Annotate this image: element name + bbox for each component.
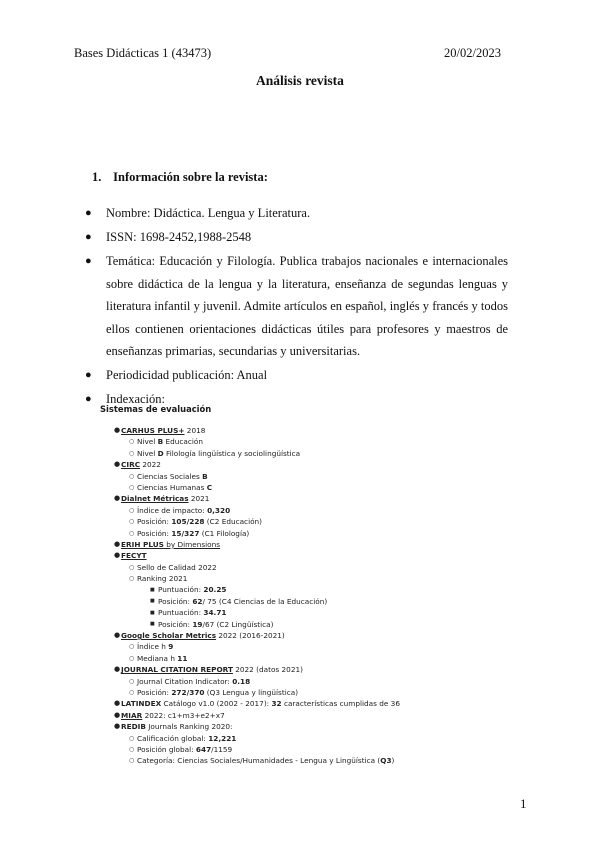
bullet-icon: ● <box>85 207 92 219</box>
index-link[interactable]: Google Scholar Metrics <box>121 631 217 641</box>
section-heading <box>92 170 268 185</box>
square-icon: ■ <box>150 609 155 616</box>
index-subentry: ○ Calificación global: 12,221 <box>129 733 237 743</box>
circle-icon: ○ <box>129 575 135 583</box>
info-issn: ISSN: 1698-2452,1988-2548 <box>106 230 252 244</box>
bullet-icon: ● <box>114 631 121 640</box>
list-item <box>82 364 508 387</box>
list-item <box>82 250 508 363</box>
bullet-icon: ● <box>114 460 121 469</box>
index-subentry: ○ Posición global: 647/1159 <box>129 744 233 754</box>
journal-info-list <box>82 202 508 412</box>
bullet-icon: ● <box>114 710 121 719</box>
index-link[interactable]: CARHUS PLUS+ <box>121 426 185 435</box>
circle-icon: ○ <box>129 472 135 480</box>
index-subentry: ○ Nivel B Educación <box>129 437 204 447</box>
index-subentry: ○ Nivel D Filología lingüística y sociolingüística <box>129 448 301 458</box>
index-entry: ● Dialnet Métricas 2021 <box>114 494 210 504</box>
bullet-icon: ● <box>114 539 121 548</box>
bullet-icon: ● <box>114 494 121 503</box>
index-subentry: ○ Índice de impacto: 0,320 <box>129 505 231 515</box>
index-subentry: ○ Categoría: Ciencias Sociales/Humanidades - Lengua y Lingüística (Q3) <box>129 756 395 766</box>
index-entry <box>100 550 520 561</box>
index-entry: ● CIRC 2022 <box>114 460 161 470</box>
index-link[interactable]: ERIH PLUS <box>121 539 164 549</box>
circle-icon: ○ <box>129 449 135 457</box>
circle-icon: ○ <box>129 529 135 537</box>
index-entry: ● Google Scholar Metrics 2022 (2016-2021) <box>114 631 285 641</box>
index-subentry: ○ Ranking 2021 <box>129 574 188 584</box>
circle-icon: ○ <box>129 654 135 662</box>
list-item <box>82 226 508 249</box>
index-subentry: ○ Posición: 272/370 (Q3 Lengua y lingüística) <box>129 687 299 697</box>
index-subsubentry: ■ Posición: 62/ 75 (C4 Ciencias de la Educación) <box>150 596 328 606</box>
circle-icon: ○ <box>129 757 135 765</box>
index-link[interactable]: MIAR <box>121 710 143 720</box>
circle-icon: ○ <box>129 745 135 753</box>
square-icon: ■ <box>150 621 155 628</box>
bullet-icon: ● <box>114 426 121 434</box>
indexing-panel <box>100 404 520 767</box>
square-icon: ■ <box>150 586 155 593</box>
index-entry: ● CARHUS PLUS+ 2018 <box>114 426 206 435</box>
info-periodicidad: Periodicidad publicación: Anual <box>106 368 268 382</box>
index-subsubentry: ■ Puntuación: 34.71 <box>150 608 227 618</box>
square-icon: ■ <box>150 598 155 605</box>
indexing-title: Sistemas de evaluación <box>100 404 212 414</box>
bullet-icon: ● <box>85 255 92 267</box>
section-title: Información sobre la revista: <box>113 170 268 184</box>
page-number: 1 <box>520 796 527 811</box>
bullet-icon: ● <box>85 231 92 243</box>
bullet-icon: ● <box>85 369 92 381</box>
index-subentry: ○ Posición: 105/228 (C2 Educación) <box>129 517 263 527</box>
bullet-icon: ● <box>114 665 121 674</box>
info-indexacion: Indexación: <box>106 392 166 406</box>
circle-icon: ○ <box>129 643 135 651</box>
bullet-icon: ● <box>114 699 121 708</box>
index-entry: ● REDIB Journals Ranking 2020: <box>114 722 233 732</box>
index-subentry: ○ Ciencias Humanas C <box>129 482 213 492</box>
index-subentry: ○ Journal Citation Indicator: 0.18 <box>129 676 251 686</box>
index-entry: ● JOURNAL CITATION REPORT 2022 (datos 2021) <box>114 665 303 675</box>
index-link[interactable]: CIRC <box>121 460 141 470</box>
circle-icon: ○ <box>129 677 135 685</box>
index-subentry: ○ Índice h 9 <box>129 642 174 652</box>
index-subentry: ○ Posición: 15/327 (C1 Filología) <box>129 528 250 538</box>
index-entry: ● ERIH PLUS by Dimensions <box>114 539 221 549</box>
bullet-icon: ● <box>114 722 121 731</box>
index-subentry: ○ Mediana h 11 <box>129 653 188 663</box>
date-label: 20/02/2023 <box>444 46 501 60</box>
circle-icon: ○ <box>129 563 135 571</box>
index-link[interactable]: FECYT <box>121 551 147 561</box>
circle-icon: ○ <box>129 438 135 446</box>
circle-icon: ○ <box>129 518 135 526</box>
list-item <box>82 202 508 225</box>
index-link[interactable]: Dialnet Métricas <box>121 494 189 504</box>
index-entry: ● LATINDEX Catálogo v1.0 (2002 - 2017): 32 características cumplidas de 36 <box>114 699 400 709</box>
circle-icon: ○ <box>129 506 135 514</box>
bullet-icon: ● <box>85 393 92 405</box>
page-header <box>74 46 501 62</box>
index-subsubentry: ■ Puntuación: 20.25 <box>150 585 227 595</box>
info-tematica: Temática: Educación y Filología. Publica trabajos nacionales e internacionales sobre didáctica de la lengua y la literatura, enseñanza de segundas lenguas y literatura infantil y juvenil. Admite artículos en español, inglés y francés y todos ellos contienen orientaciones didácticas útiles para profesores y maestros de enseñanzas primarias, secundarias y universitarias. <box>106 254 508 358</box>
index-link[interactable]: JOURNAL CITATION REPORT <box>121 665 233 675</box>
course-label: Bases Didácticas 1 (43473) <box>74 46 212 60</box>
index-subsubentry: ■ Posición: 19/67 (C2 Lingüística) <box>150 619 274 629</box>
circle-icon: ○ <box>129 688 135 696</box>
section-number: 1. <box>92 170 102 184</box>
index-subentry: ○ Ciencias Sociales B <box>129 471 208 481</box>
bullet-icon: ● <box>114 551 121 560</box>
document-title: Análisis revista <box>256 73 344 88</box>
index-subentry: ○ Sello de Calidad 2022 <box>129 562 217 572</box>
info-nombre: Nombre: Didáctica. Lengua y Literatura. <box>106 206 311 220</box>
index-entry: ● MIAR 2022: c1+m3+e2+x7 <box>114 710 225 720</box>
circle-icon: ○ <box>129 483 135 491</box>
circle-icon: ○ <box>129 734 135 742</box>
